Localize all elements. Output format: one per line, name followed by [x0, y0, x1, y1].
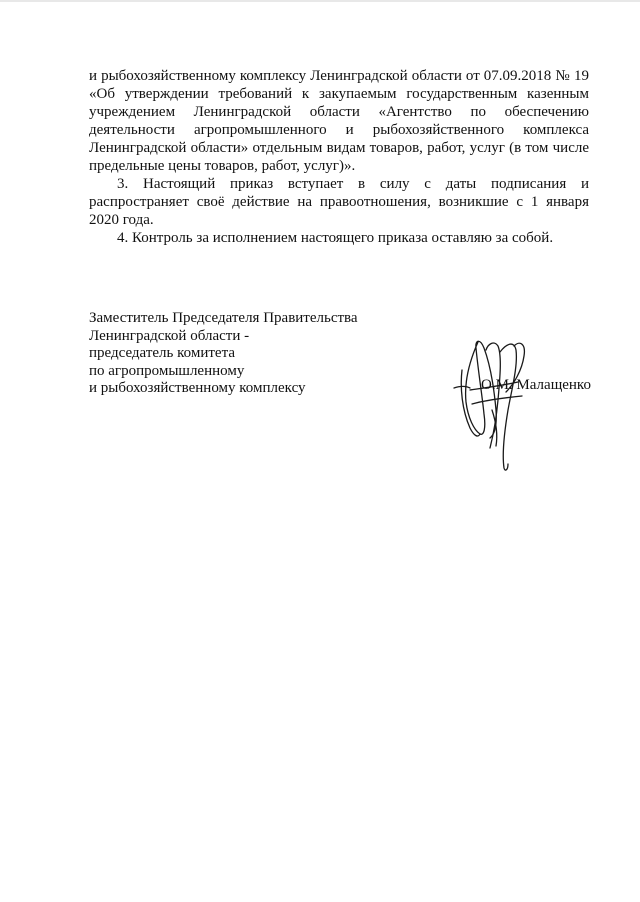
signatory-title — [89, 310, 389, 398]
signatory-line: по агропромышленному — [89, 362, 245, 379]
signatory-line: Заместитель Председателя Правительства — [89, 310, 358, 326]
signer-name: О.М. Малащенко — [481, 377, 591, 393]
paragraph-3: 3. Настоящий приказ вступает в силу с даты подписания и распространяет своё действие на правоотношения, возникшие с 1 января 2020 года. — [89, 176, 589, 228]
signatory-line: и рыбохозяйственному комплексу — [89, 380, 306, 396]
document-body — [89, 67, 589, 247]
handwritten-signature — [440, 330, 560, 475]
paragraph-continuation: и рыбохозяйственному комплексу Ленинградской области от 07.09.2018 № 19 «Об утверждении требований к закупаемым государственным казенным учреждением Ленинградской области «Агентство по обеспечению деятельности агропромышленного и рыбохозяйственного комплекса Ленинградской области» отдельным видам товаров, работ, услуг (в том числе предельные цены товаров, работ, услуг)». — [89, 68, 589, 174]
scan-edge — [0, 0, 640, 2]
signatory-line: Ленинградской области - — [89, 327, 250, 344]
paragraph-4: 4. Контроль за исполнением настоящего приказа оставляю за собой. — [117, 230, 554, 246]
signatory-line: председатель комитета — [89, 345, 235, 361]
